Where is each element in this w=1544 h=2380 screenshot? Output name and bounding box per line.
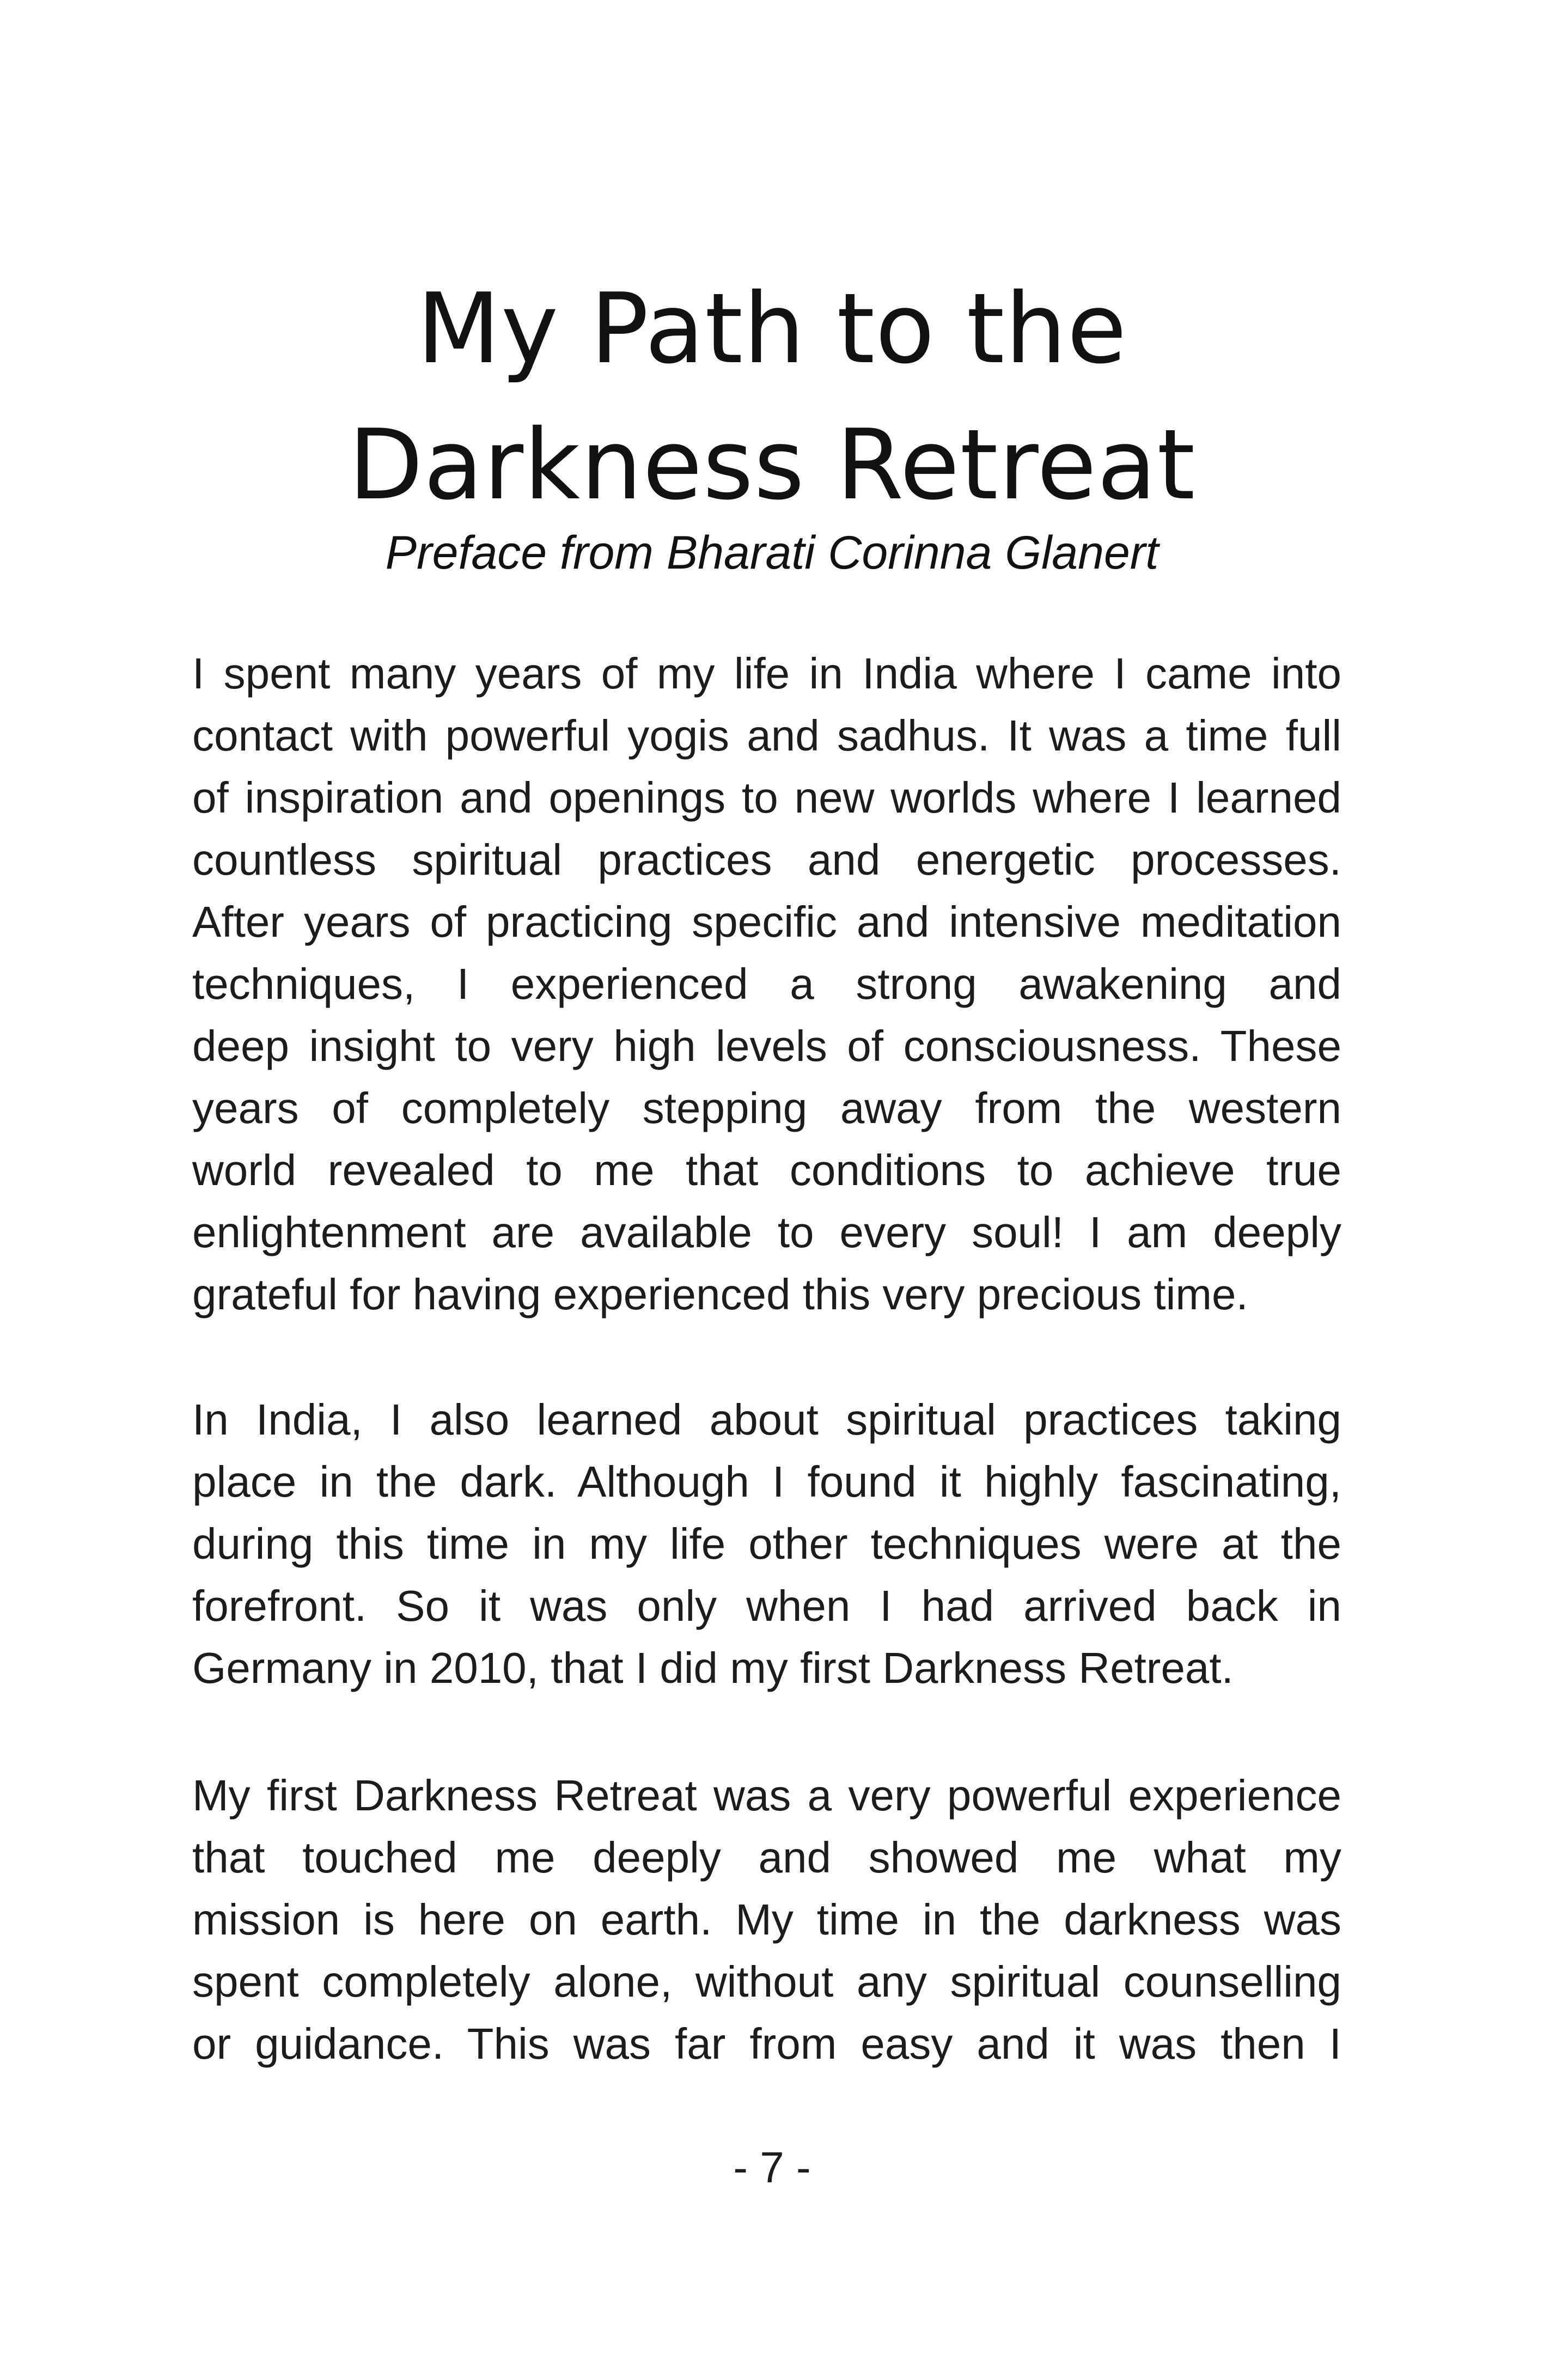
text-line: deep insight to very high levels of consciousness. These <box>192 1022 1341 1070</box>
text-line: or guidance. This was far from easy and it was then I <box>192 2019 1341 2068</box>
page-title-line-2: Darkness Retreat <box>348 408 1196 522</box>
preface-subtitle: Preface from Bharati Corinna Glanert <box>385 527 1159 579</box>
text-line: forefront. So it was only when I had arrived back in <box>192 1582 1341 1630</box>
text-line: mission is here on earth. My time in the darkness was <box>192 1895 1341 1944</box>
text-line: during this time in my life other techniques were at the <box>192 1519 1341 1568</box>
text-line: My first Darkness Retreat was a very powerful experience <box>192 1771 1341 1820</box>
text-line: countless spiritual practices and energetic processes. <box>192 835 1341 884</box>
text-line: years of completely stepping away from the western <box>192 1084 1341 1132</box>
text-line: of inspiration and openings to new worlds where I learned <box>192 773 1341 822</box>
paragraph-2 <box>192 1389 1341 1699</box>
page-title-line-1: My Path to the <box>417 272 1127 386</box>
text-line: enlightenment are available to every soul! I am deeply <box>192 1208 1341 1256</box>
text-line: contact with powerful yogis and sadhus. It was a time full <box>192 711 1341 760</box>
page-title <box>0 261 1544 533</box>
paragraph-3 <box>192 1765 1341 2075</box>
paragraph-1 <box>192 643 1341 1326</box>
text-line: techniques, I experienced a strong awakening and <box>192 960 1341 1008</box>
text-line: grateful for having experienced this very precious time. <box>192 1270 1248 1319</box>
text-line: Germany in 2010, that I did my first Darkness Retreat. <box>192 1644 1234 1692</box>
text-line: place in the dark. Although I found it highly fascinating, <box>192 1457 1341 1506</box>
text-line: world revealed to me that conditions to achieve true <box>192 1146 1341 1194</box>
text-line: I spent many years of my life in India where I came into <box>192 649 1341 698</box>
text-line: spent completely alone, without any spiritual counselling <box>192 1957 1341 2006</box>
text-line: that touched me deeply and showed me what my <box>192 1833 1341 1882</box>
text-line: After years of practicing specific and intensive meditation <box>192 898 1341 946</box>
text-line: In India, I also learned about spiritual practices taking <box>192 1395 1341 1444</box>
page-number: - 7 - <box>733 2143 811 2192</box>
